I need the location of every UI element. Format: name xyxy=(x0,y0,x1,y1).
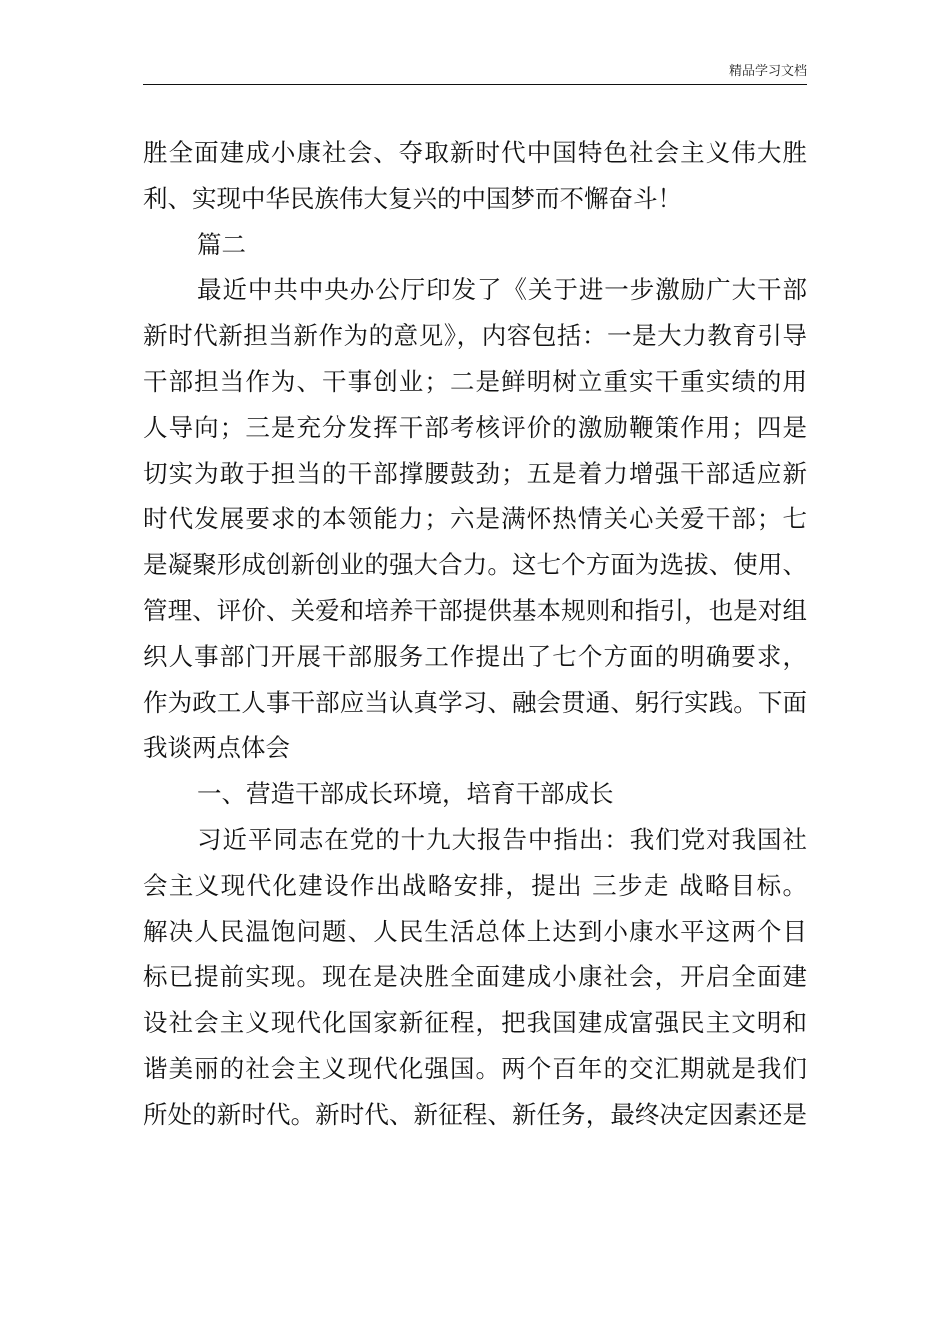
text-line: 干部担当作为、干事创业；二是鲜明树立重实干重实绩的用 xyxy=(143,366,807,396)
text-line: 谐美丽的社会主义现代化强国。两个百年的交汇期就是我们 xyxy=(143,1053,807,1083)
text-line: 标已提前实现。现在是决胜全面建成小康社会，开启全面建 xyxy=(143,962,807,992)
text-line: 篇二 xyxy=(197,229,246,259)
text-line: 我谈两点体会 xyxy=(143,733,290,763)
text-line: 胜全面建成小康社会、夺取新时代中国特色社会主义伟大胜 xyxy=(143,138,807,167)
text-line: 人导向；三是充分发挥干部考核评价的激励鞭策作用；四是 xyxy=(143,412,807,442)
page-header-label: 精品学习文档 xyxy=(728,64,807,79)
text-line: 是凝聚形成创新创业的强大合力。这七个方面为选拔、使用、 xyxy=(143,550,807,580)
text-line: 利、实现中华民族伟大复兴的中国梦而不懈奋斗！ xyxy=(143,183,682,213)
text-line: 作为政工人事干部应当认真学习、融会贯通、躬行实践。下面 xyxy=(143,687,807,717)
text-line: 习近平同志在党的十九大报告中指出：我们党对我国社 xyxy=(197,824,807,854)
header-divider xyxy=(143,84,807,85)
text-line: 解决人民温饱问题、人民生活总体上达到小康水平这两个目 xyxy=(143,916,807,946)
text-line: 所处的新时代。新时代、新征程、新任务，最终决定因素还是 xyxy=(143,1099,807,1129)
document-body xyxy=(143,130,807,1138)
text-line: 织人事部门开展干部服务工作提出了七个方面的明确要求， xyxy=(143,641,807,671)
text-line: 一、营造干部成长环境，培育干部成长 xyxy=(197,779,614,809)
text-line: 最近中共中央办公厅印发了《关于进一步激励广大干部 xyxy=(197,275,807,305)
text-line: 会主义现代化建设作出战略安排，提出 三步走 战略目标。 xyxy=(143,870,807,900)
text-line: 时代发展要求的本领能力；六是满怀热情关心关爱干部；七 xyxy=(143,504,807,534)
text-line: 设社会主义现代化国家新征程，把我国建成富强民主文明和 xyxy=(143,1008,807,1038)
text-line: 新时代新担当新作为的意见》，内容包括：一是大力教育引导 xyxy=(143,321,807,351)
text-line: 管理、评价、关爱和培养干部提供基本规则和指引，也是对组 xyxy=(143,595,807,625)
text-line: 切实为敢于担当的干部撑腰鼓劲；五是着力增强干部适应新 xyxy=(143,458,807,488)
